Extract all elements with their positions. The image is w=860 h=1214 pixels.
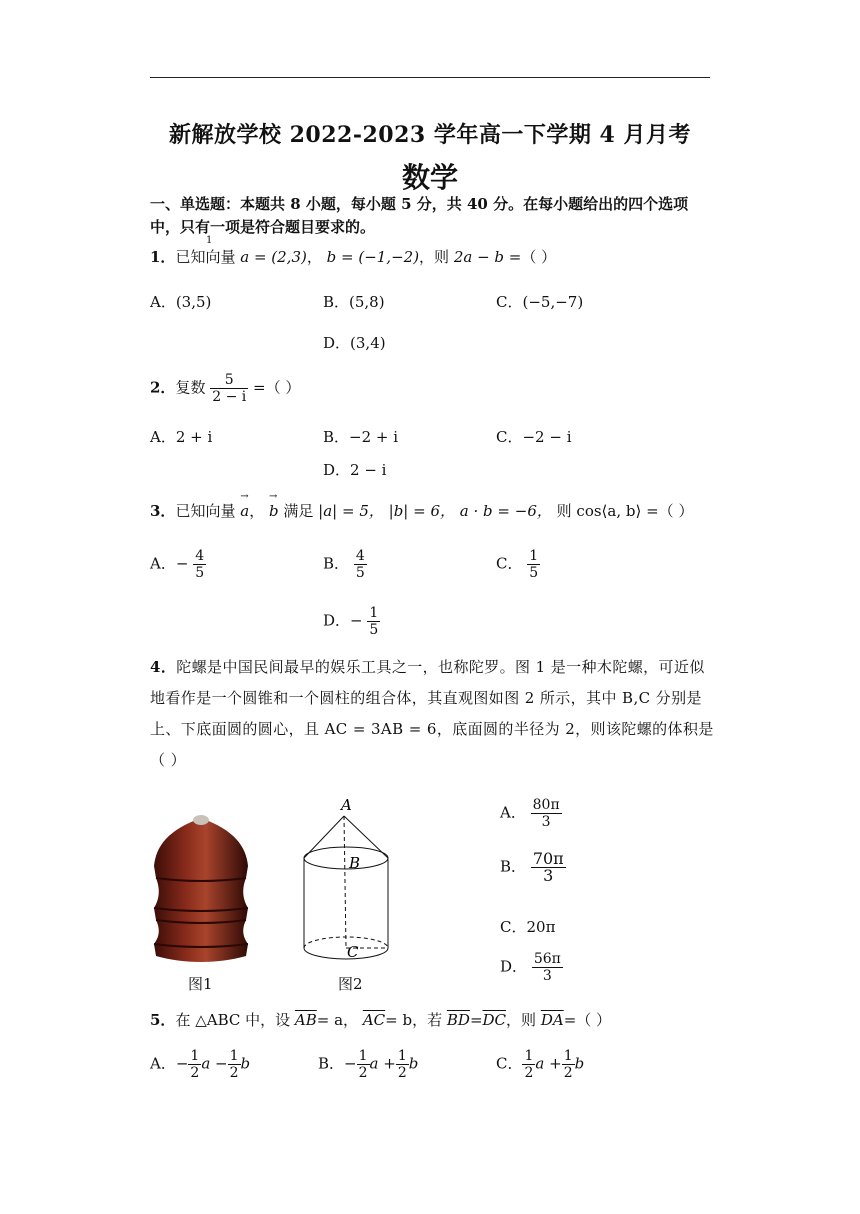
q2-number: 2． — [150, 378, 176, 397]
q5-a-frac2 — [228, 1048, 241, 1081]
q5-text-c: =（ ） — [563, 1011, 612, 1029]
q5-c-label: C． — [496, 1054, 523, 1073]
q5-a-expr2: b — [240, 1054, 251, 1073]
q2-option-d: D．2 − i — [323, 461, 387, 479]
q1-stem — [150, 246, 556, 267]
q2-option-a: A．2 + i — [150, 428, 213, 446]
q5-b-frac1-num: 1 — [358, 1048, 368, 1064]
q4-b-den: 3 — [543, 866, 554, 885]
q5-b-expr2: b — [408, 1054, 419, 1073]
q5-a-frac1 — [188, 1048, 201, 1081]
q3-c-num: 1 — [529, 548, 539, 564]
q1-option-a: A．(3,5) — [150, 293, 212, 311]
q1-expression: 2a − b = — [453, 248, 522, 266]
q4-option-b — [500, 851, 566, 884]
q5-a-frac2-num: 1 — [229, 1048, 239, 1064]
q5-a-frac1-den: 2 — [190, 1065, 200, 1081]
q1-option-b: B．(5,8) — [323, 293, 385, 311]
q3-text-a: 已知向量 — [175, 502, 236, 520]
q1-vector-a: a = (2,3) — [240, 248, 307, 266]
q3-b-num: 4 — [355, 548, 365, 564]
q3-d-num: 1 — [369, 605, 379, 621]
q5-vector-da: $\overline{DA}$ — [540, 1011, 564, 1029]
q4-option-d — [500, 951, 563, 984]
q5-option-c — [496, 1048, 584, 1081]
q3-abs-a: |a| = 5， — [318, 502, 384, 520]
q3-option-a — [150, 548, 206, 581]
q3-vector-b: → b — [269, 502, 279, 520]
q2-fraction-den: 2 − i — [212, 389, 247, 405]
q3-number: 3． — [150, 502, 176, 520]
q5-c-expr2: b — [574, 1054, 585, 1073]
q1-option-c: C．(−5,−7) — [496, 293, 584, 311]
q3-a-label: A． — [150, 554, 176, 573]
q4-a-num: 80π — [532, 797, 560, 813]
q3-option-c — [496, 548, 540, 581]
q5-b-frac2-den: 2 — [397, 1065, 407, 1081]
q5-b-frac2 — [396, 1048, 409, 1081]
q3-d-sign: − — [350, 611, 363, 630]
spinning-top-photo — [148, 808, 254, 964]
q3-c-fraction — [527, 548, 540, 581]
q5-a-frac2-den: 2 — [229, 1065, 239, 1081]
q1-paren: （ ） — [521, 248, 557, 266]
q3-text-d: 则 cos⟨a, b⟩ =（ ） — [556, 502, 694, 520]
q2-tail: =（ ） — [253, 378, 301, 397]
q4-option-a — [500, 797, 562, 830]
q4-number: 4． — [150, 658, 177, 676]
exam-title: 新解放学校 2022-2023 学年高一下学期 4 月月考 — [168, 122, 692, 148]
q3-d-label: D． — [323, 611, 351, 630]
q3-vector-a: → a — [240, 502, 249, 520]
q5-b-label: B． — [318, 1054, 345, 1073]
q3-a-fraction — [193, 548, 206, 581]
q4-body: 陀螺是中国民间最早的娱乐工具之一，也称陀罗。图 1 是一种木陀螺，可近似地看作是一个圆锥和一个圆柱的组合体，其直观图如图 2 所示，其中 B,C 分别是上、下底面圆的圆心，且 AC = 3AB = 6，底面圆的半径为 2，则该陀螺的体积是（ ） — [150, 658, 714, 769]
q1-option-d: D．(3,4) — [323, 334, 386, 352]
q2-text: 复数 — [175, 378, 206, 397]
q1-text-a: 已知向量 — [175, 248, 236, 266]
q3-c-label: C． — [496, 554, 523, 573]
point-a-label: A — [341, 796, 352, 814]
q3-b-fraction — [354, 548, 367, 581]
q5-c-frac2-num: 1 — [563, 1048, 573, 1064]
stray-mark: 1 — [206, 235, 213, 246]
q5-c-expr1: a + — [535, 1054, 562, 1073]
q3-text-b: ， — [249, 502, 265, 520]
q5-b-frac1 — [357, 1048, 370, 1081]
header-rule — [150, 77, 710, 78]
q4-b-fraction — [531, 851, 566, 884]
point-b-label: B — [349, 854, 361, 872]
section-heading: 一、单选题：本题共 8 小题，每小题 5 分，共 40 分。在每小题给出的四个选项中，只有一项是符合题目要求的。 — [150, 195, 689, 236]
figure1-caption: 图1 — [188, 975, 213, 993]
q5-text-a: 在 △ABC 中，设 — [175, 1011, 291, 1029]
q5-text-b: ，则 — [506, 1011, 537, 1029]
q4-option-c: C．20π — [500, 918, 556, 936]
q3-option-b — [323, 548, 367, 581]
q3-a-num: 4 — [195, 548, 205, 564]
q3-c-den: 5 — [529, 565, 539, 581]
point-c-label: C — [347, 943, 359, 961]
q2-fraction — [210, 372, 248, 405]
q5-b-frac2-num: 1 — [397, 1048, 407, 1064]
q4-a-fraction — [531, 797, 562, 830]
q5-c-frac1 — [522, 1048, 535, 1081]
q1-sep: ， — [306, 248, 322, 266]
q5-option-a — [150, 1048, 250, 1081]
q4-d-den: 3 — [542, 968, 552, 984]
q1-number: 1． — [150, 248, 176, 266]
q5-c-frac2-den: 2 — [563, 1065, 573, 1081]
q5-a-sign: − — [175, 1054, 189, 1073]
q5-c-frac2 — [562, 1048, 575, 1081]
q5-vector-dc: $\overline{DC}$ — [482, 1011, 507, 1029]
q5-eq-c: = — [469, 1011, 483, 1029]
q1-vector-b: b = (−1,−2) — [326, 248, 420, 266]
q5-vector-ab: $\overline{AB}$ — [294, 1011, 317, 1029]
q3-a-sign: − — [175, 554, 189, 573]
cone-cylinder-diagram — [296, 794, 400, 966]
q5-vector-bd: $\overline{BD}$ — [446, 1011, 470, 1029]
q4-a-label: A． — [500, 803, 526, 822]
q4-b-label: B． — [500, 857, 527, 876]
q3-abs-b: |b| = 6， — [388, 502, 456, 520]
figure2-caption: 图2 — [338, 975, 363, 993]
q4-a-den: 3 — [541, 814, 551, 830]
q5-c-frac1-den: 2 — [524, 1065, 534, 1081]
q4-d-fraction — [532, 951, 563, 984]
q2-fraction-num: 5 — [210, 372, 248, 389]
q5-b-sign: − — [344, 1054, 357, 1073]
q2-option-b: B．−2 + i — [323, 428, 399, 446]
q4-d-num: 56π — [533, 951, 561, 967]
q5-c-frac1-num: 1 — [524, 1048, 534, 1064]
q5-number: 5． — [150, 1011, 176, 1029]
q5-a-label: A． — [150, 1054, 176, 1073]
q3-d-den: 5 — [369, 622, 379, 638]
q5-stem — [150, 1009, 611, 1030]
q5-eq-b: = b，若 — [385, 1011, 443, 1029]
q5-b-expr1: a + — [369, 1054, 396, 1073]
q3-d-fraction — [367, 605, 380, 638]
q5-eq-a: = a， — [316, 1011, 359, 1029]
q1-text-b: ，则 — [419, 248, 450, 266]
q3-dot: a · b = −6， — [459, 502, 552, 520]
subject-title: 数学 — [401, 161, 458, 194]
q5-vector-ac: $\overline{AC}$ — [362, 1011, 386, 1029]
q3-option-d — [323, 605, 380, 638]
q4-text — [150, 652, 716, 776]
q3-b-label: B． — [323, 554, 350, 573]
q3-stem — [150, 500, 693, 521]
q5-a-expr1: a − — [201, 1054, 228, 1073]
q2-stem — [150, 372, 300, 405]
q4-b-num: 70π — [532, 849, 564, 868]
q2-option-c: C．−2 − i — [496, 428, 572, 446]
q4-d-label: D． — [500, 957, 528, 976]
q5-a-frac1-num: 1 — [190, 1048, 200, 1064]
q5-b-frac1-den: 2 — [358, 1065, 368, 1081]
q3-text-c: 满足 — [283, 502, 314, 520]
q3-b-den: 5 — [355, 565, 365, 581]
q3-a-den: 5 — [195, 565, 205, 581]
q5-option-b — [318, 1048, 418, 1081]
